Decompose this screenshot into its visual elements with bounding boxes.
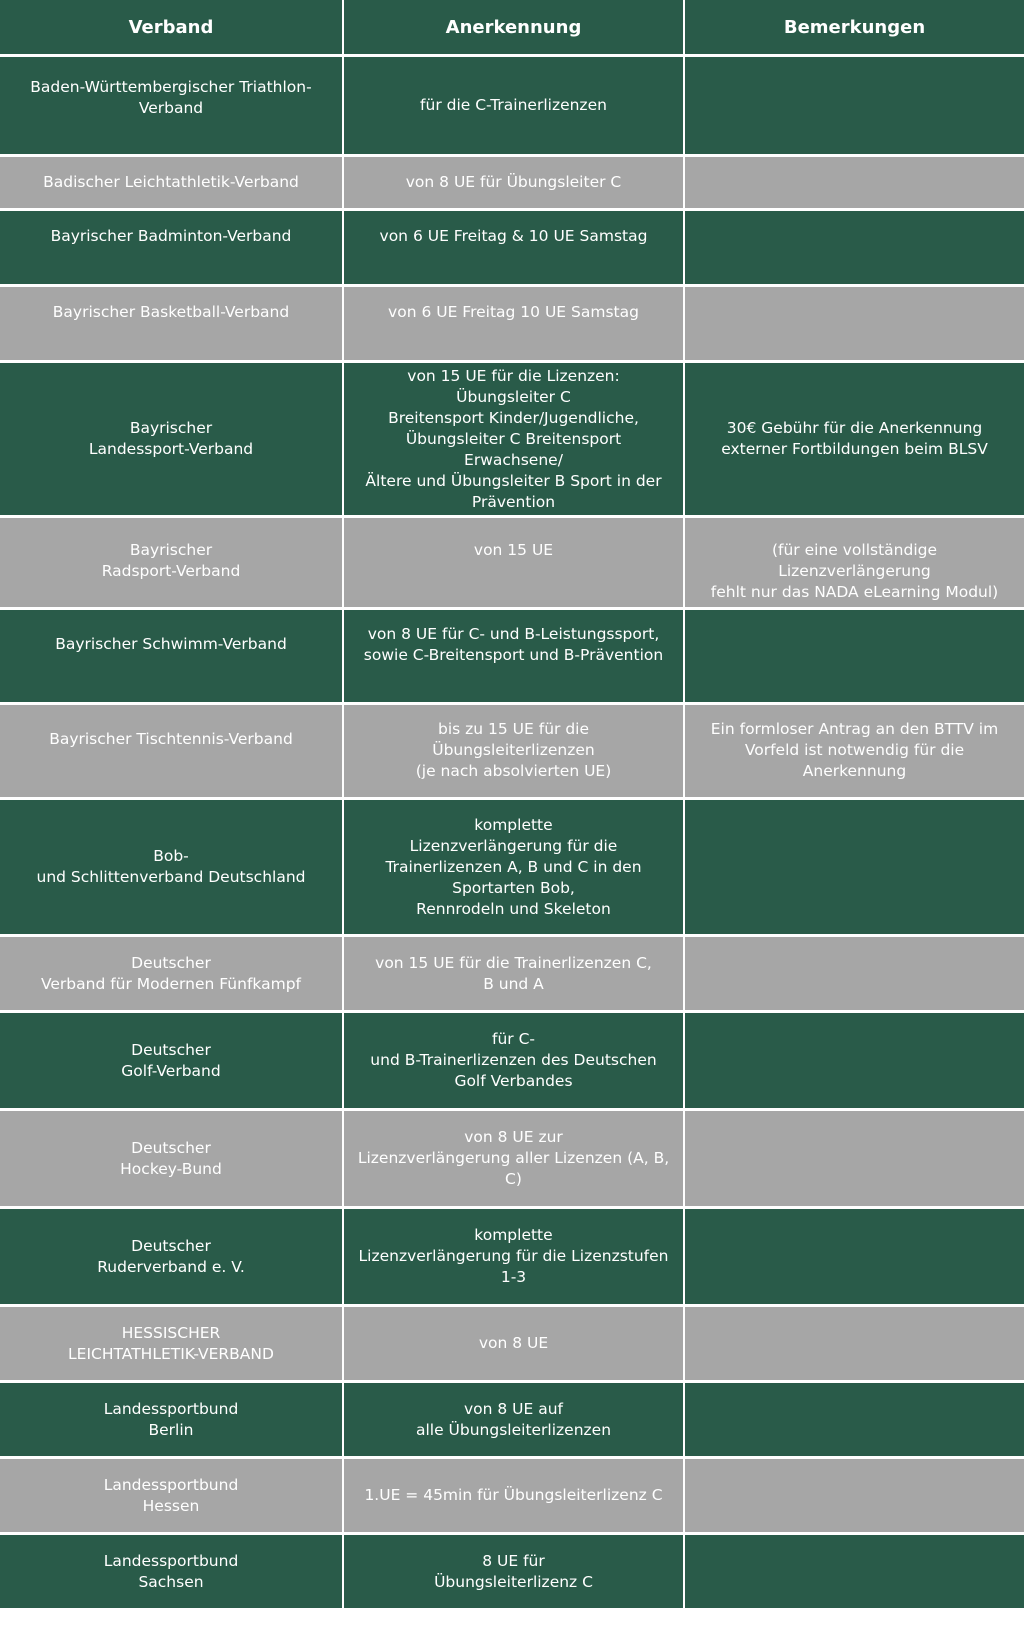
cell-bemerkungen xyxy=(685,610,1024,702)
cell-verband: Bayrischer Tischtennis-Verband xyxy=(0,705,344,797)
cell-verband: Deutscher Golf-Verband xyxy=(0,1013,344,1108)
cell-bemerkungen xyxy=(685,211,1024,284)
cell-anerkennung: von 8 UE für C- und B-Leistungssport, sowie C-Breitensport und B-Prävention xyxy=(344,610,685,702)
header-bemerkungen: Bemerkungen xyxy=(685,0,1024,54)
cell-verband: Bayrischer Radsport-Verband xyxy=(0,518,344,607)
cell-bemerkungen xyxy=(685,937,1024,1010)
header-verband: Verband xyxy=(0,0,344,54)
cell-anerkennung: komplette Lizenzverlängerung für die Lizenzstufen 1-3 xyxy=(344,1209,685,1304)
cell-bemerkungen xyxy=(685,1383,1024,1456)
cell-anerkennung: von 6 UE Freitag & 10 UE Samstag xyxy=(344,211,685,284)
cell-bemerkungen xyxy=(685,1307,1024,1380)
cell-bemerkungen: (für eine vollständige Lizenzverlängerung fehlt nur das NADA eLearning Modul) xyxy=(685,518,1024,607)
cell-bemerkungen xyxy=(685,1209,1024,1304)
cell-anerkennung: von 15 UE für die Lizenzen: Übungsleiter C Breitensport Kinder/Jugendliche, Übungsleiter C Breitensport Erwachsene/ Ältere und Übungsleiter B Sport in der Prävention xyxy=(344,363,685,515)
header-anerkennung: Anerkennung xyxy=(344,0,685,54)
cell-verband: Bayrischer Badminton-Verband xyxy=(0,211,344,284)
cell-verband: Bayrischer Landessport-Verband xyxy=(0,363,344,515)
cell-bemerkungen xyxy=(685,1535,1024,1608)
cell-anerkennung: von 15 UE für die Trainerlizenzen C, B und A xyxy=(344,937,685,1010)
cell-bemerkungen xyxy=(685,157,1024,208)
cell-bemerkungen xyxy=(685,1111,1024,1206)
cell-anerkennung: für die C-Trainerlizenzen xyxy=(344,57,685,154)
cell-verband: Deutscher Ruderverband e. V. xyxy=(0,1209,344,1304)
cell-verband: Landessportbund Hessen xyxy=(0,1459,344,1532)
cell-verband: Bayrischer Basketball-Verband xyxy=(0,287,344,360)
cell-anerkennung: für C- und B-Trainerlizenzen des Deutschen Golf Verbandes xyxy=(344,1013,685,1108)
cell-bemerkungen: 30€ Gebühr für die Anerkennung externer Fortbildungen beim BLSV xyxy=(685,363,1024,515)
cell-verband: Bob- und Schlittenverband Deutschland xyxy=(0,800,344,934)
cell-anerkennung: von 8 UE zur Lizenzverlängerung aller Lizenzen (A, B, C) xyxy=(344,1111,685,1206)
cell-anerkennung: bis zu 15 UE für die Übungsleiterlizenzen (je nach absolvierten UE) xyxy=(344,705,685,797)
cell-bemerkungen xyxy=(685,800,1024,934)
cell-verband: HESSISCHER LEICHTATHLETIK-VERBAND xyxy=(0,1307,344,1380)
cell-verband: Landessportbund Berlin xyxy=(0,1383,344,1456)
cell-anerkennung: komplette Lizenzverlängerung für die Trainerlizenzen A, B und C in den Sportarten Bob, Rennrodeln und Skeleton xyxy=(344,800,685,934)
cell-anerkennung: 1.UE = 45min für Übungsleiterlizenz C xyxy=(344,1459,685,1532)
cell-anerkennung: von 6 UE Freitag 10 UE Samstag xyxy=(344,287,685,360)
cell-bemerkungen xyxy=(685,1459,1024,1532)
cell-anerkennung: von 8 UE auf alle Übungsleiterlizenzen xyxy=(344,1383,685,1456)
cell-verband: Deutscher Hockey-Bund xyxy=(0,1111,344,1206)
cell-bemerkungen: Ein formloser Antrag an den BTTV im Vorfeld ist notwendig für die Anerkennung xyxy=(685,705,1024,797)
cell-anerkennung: von 8 UE für Übungsleiter C xyxy=(344,157,685,208)
cell-verband: Badischer Leichtathletik-Verband xyxy=(0,157,344,208)
cell-verband: Bayrischer Schwimm-Verband xyxy=(0,610,344,702)
cell-bemerkungen xyxy=(685,57,1024,154)
cell-verband: Landessportbund Sachsen xyxy=(0,1535,344,1608)
cell-anerkennung: von 15 UE xyxy=(344,518,685,607)
cell-verband: Deutscher Verband für Modernen Fünfkampf xyxy=(0,937,344,1010)
cell-anerkennung: von 8 UE xyxy=(344,1307,685,1380)
cell-bemerkungen xyxy=(685,287,1024,360)
cell-anerkennung: 8 UE für Übungsleiterlizenz C xyxy=(344,1535,685,1608)
cell-bemerkungen xyxy=(685,1013,1024,1108)
cell-verband: Baden-Württembergischer Triathlon- Verband xyxy=(0,57,344,154)
